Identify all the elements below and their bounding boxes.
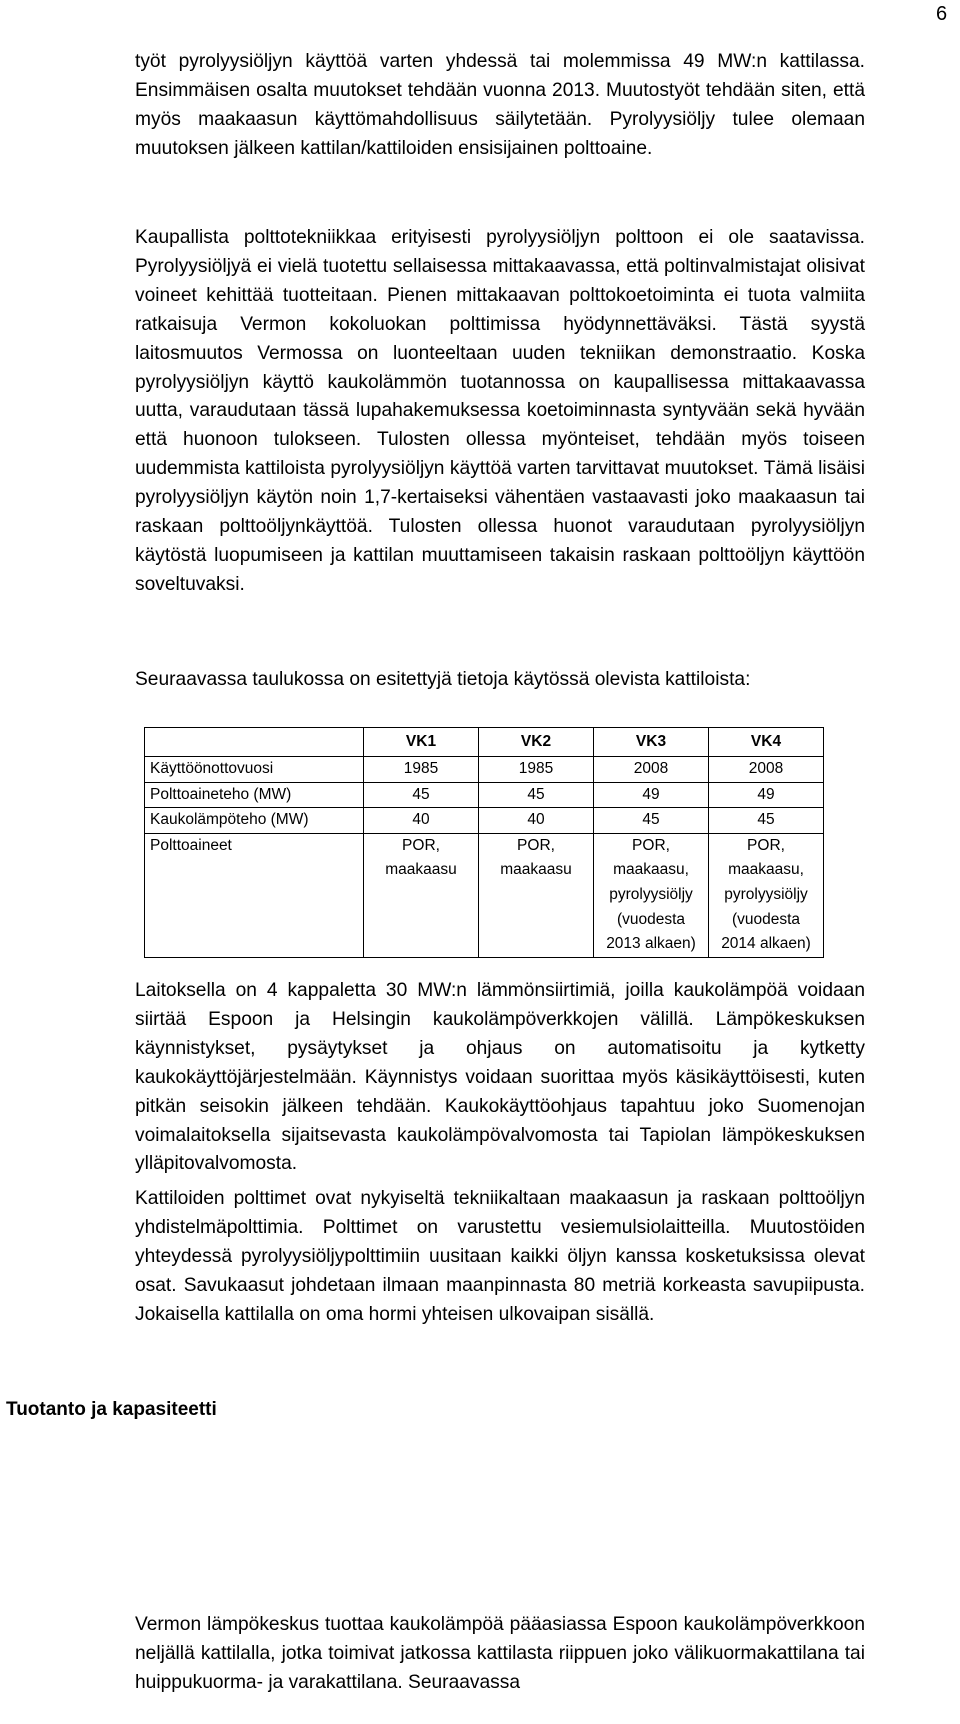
fuel-line: (vuodesta [616, 910, 686, 928]
table-intro: Seuraavassa taulukossa on esitettyjä tietoja käytössä olevista kattiloista: [135, 669, 751, 690]
row-label-district-heat-power: Kaukolämpöteho (MW) [145, 808, 364, 834]
fuel-line: maakaasu [385, 861, 457, 879]
intro-paragraph: työt pyrolyysiöljyn käyttöä varten yhdessä tai molemmissa 49 MW:n kattilassa. Ensimmäisen osalta muutokset tehdään vuonna 2013. Muutostyöt tehdään siten, että myös maakaasun käyttömahdollisuus säilytetään. Pyrolyysiöljy tulee olemaan muutoksen jälkeen kattilan/kattiloiden ensisijainen polttoaine. [135, 51, 865, 159]
table-cell: 45 [364, 782, 479, 808]
table-row [145, 757, 824, 783]
table-row-fuels [145, 833, 824, 957]
paragraph-pilot-technology: Kaupallista polttotekniikkaa erityisesti pyrolyysiöljyn polttoon ei ole saatavissa. Pyrolyysiöljyä ei vielä tuotettu sellaisessa mittakaavassa, että poltinvalmistajat olisivat voineet kehittää tuotteitaan. Pienen mittakaavan polttokoetoiminta ei tuota valmiita ratkaisuja Vermon kokoluokan polttimissa hyödynnettäväksi. Tästä syystä laitosmuutos Vermossa on luonteeltaan uuden tekniikan demonstraatio. Koska pyrolyysiöljyn käyttö kaukolämmön tuotannossa on kaupallisessa mittakaavassa uutta, varaudutaan tässä lupahakemuksessa koetoiminnasta syntyvään sekä hyvään että huonoon tulokseen. Tulosten ollessa myönteiset, tehdään myös toiseen uudemmista kattiloista pyrolyysiöljyn käyttöä varten tarvittavat muutokset. Tämä lisäisi pyrolyysiöljyn käytön noin 1,7-kertaiseksi vähentäen vastaavasti joko maakaasun tai raskaan polttoöljynkäyttöä. Tulosten ollessa huonot varaudutaan pyrolyysiöljyn käytöstä luopumiseen ja kattilan muuttamiseen takaisin raskaan polttoöljyn käyttöön soveltuvaksi. [135, 227, 865, 595]
fuel-line: 2014 alkaen) [721, 935, 811, 953]
table-header-vk1: VK1 [364, 728, 479, 757]
table-cell: 40 [479, 808, 594, 834]
table-header-vk4: VK4 [709, 728, 824, 757]
fuel-line: maakaasu, [728, 861, 804, 879]
table-cell: 40 [364, 808, 479, 834]
fuel-line: pyrolyysiöljy [724, 885, 808, 903]
fuel-line: pyrolyysiöljy [609, 885, 693, 903]
table-cell: 2008 [594, 757, 709, 783]
table-header-corner [145, 728, 364, 757]
table-header-row [145, 728, 824, 757]
row-label-fuel-power: Polttoaineteho (MW) [145, 782, 364, 808]
table-cell: 45 [594, 808, 709, 834]
fuel-line: POR, [632, 836, 670, 854]
table-cell: 49 [594, 782, 709, 808]
fuel-cell-vk1 [364, 833, 479, 957]
fuel-line: maakaasu [500, 861, 572, 879]
table-cell: 49 [709, 782, 824, 808]
fuel-cell-vk2 [479, 833, 594, 957]
fuel-line: POR, [747, 836, 785, 854]
fuel-cell-vk3 [594, 833, 709, 957]
table-row [145, 808, 824, 834]
table-cell: 45 [709, 808, 824, 834]
table-cell: 45 [479, 782, 594, 808]
table-header-vk3: VK3 [594, 728, 709, 757]
table-cell: 2008 [709, 757, 824, 783]
row-label-fuels: Polttoaineet [145, 833, 364, 957]
table-row [145, 782, 824, 808]
page-number: 6 [936, 3, 948, 25]
fuel-line: maakaasu, [613, 861, 689, 879]
fuel-cell-vk4 [709, 833, 824, 957]
row-label-commissioning-year: Käyttöönottovuosi [145, 757, 364, 783]
fuel-line: POR, [402, 836, 440, 854]
paragraph-heat-exchangers: Laitoksella on 4 kappaletta 30 MW:n lämmönsiirtimiä, joilla kaukolämpöä voidaan siirtää Espoon ja Helsingin kaukolämpöverkkojen välillä. Lämpökeskuksen käynnistykset, pysäytykset ja ohjaus on automatisoitu ja kytketty kaukokäyttöjärjestelmään. Käynnistys voidaan suorittaa myös käsikäyttöisesti, kuten pitkän seisokin jälkeen tehdään. Kaukokäyttöohjaus tapahtuu joko Suomenojan voimalaitoksella sijaitsevasta kaukolämpövalvomosta tai Tapiolan lämpökeskuksen ylläpitovalvomosta. [135, 980, 865, 1175]
table-cell: 1985 [364, 757, 479, 783]
table-header-vk2: VK2 [479, 728, 594, 757]
table-cell: 1985 [479, 757, 594, 783]
paragraph-burners: Kattiloiden polttimet ovat nykyiseltä tekniikaltaan maakaasun ja raskaan polttoöljyn yhdistelmäpolttimia. Polttimet on varustettu vesiemulsiolaitteilla. Muutostöiden yhteydessä pyrolyysiöljypolttimiin uusitaan kaikki öljyn kanssa kosketuksissa olevat osat. Savukaasut johdetaan ilmaan maanpinnasta 80 metriä korkeasta savupiipusta. Jokaisella kattilalla on oma hormi yhteisen ulkovaipan sisällä. [135, 1188, 865, 1325]
fuel-line: (vuodesta [731, 910, 801, 928]
boiler-table [144, 727, 824, 958]
fuel-line: 2013 alkaen) [606, 935, 696, 953]
section-heading: Tuotanto ja kapasiteetti [6, 1399, 217, 1420]
paragraph-production: Vermon lämpökeskus tuottaa kaukolämpöä pääasiassa Espoon kaukolämpöverkkoon neljällä kattilalla, jotka toimivat jatkossa kattilasta riippuen joko välikuormakattilana tai huippukuorma- ja varakattilana. Seuraavassa [135, 1614, 865, 1693]
fuel-line: POR, [517, 836, 555, 854]
